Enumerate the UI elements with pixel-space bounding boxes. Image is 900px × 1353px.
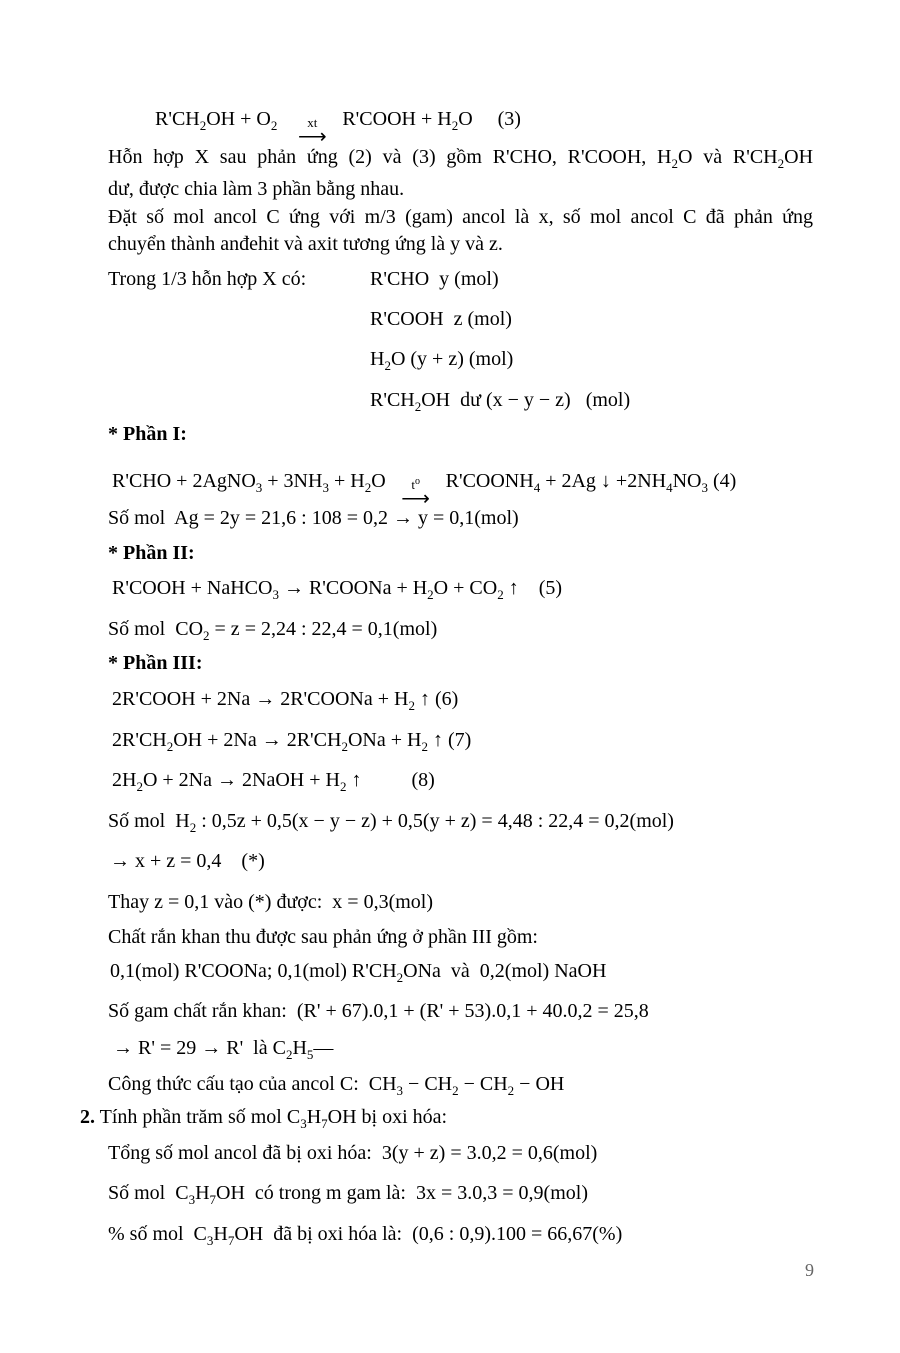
reaction-condition: $t^o$ xyxy=(411,476,420,492)
paragraph-line: Chất rắn khan thu được sau phản ứng ở phần III gồm: xyxy=(108,926,538,948)
paragraph-line: dư, được chia làm 3 phần bằng nhau. xyxy=(108,178,405,200)
reaction-arrow xyxy=(386,476,446,510)
calculation-line: Thay z = 0,1 vào (*) được: x = 0,3(mol) xyxy=(108,891,434,913)
equation-6: 2R'COOH + 2Na → 2R'COONa + $H_2$ ↑ (6) xyxy=(112,688,459,713)
section-heading-part-1: * Phần I: xyxy=(108,423,187,445)
calculation-line: Số mol Ag = 2y = 21,6 : 108 = 0,2 → y = 0,1(mol) xyxy=(108,507,519,529)
section-heading-part-3: * Phần III: xyxy=(108,652,203,674)
arrow-icon: ⟶ xyxy=(401,488,430,510)
paragraph-line: Đặt số mol ancol C ứng với m/3 (gam) ancol là x, số mol ancol C đã phản ứng xyxy=(108,206,813,228)
paragraph-line: Hỗn hợp X sau phản ứng (2) và (3) gồm R'CHO, R'COOH, $H_2O$ và $R'CH_2OH$ xyxy=(108,146,814,171)
equation-4: R'CHO + 2AgNO$_3$ + $3NH_3 + H_2O$ $t^o$ ⟶ $R'COONH_4 + 2Ag$ ↓ $+2NH_4NO_3$ (4) xyxy=(112,470,737,510)
mixture-item: R'CHO y (mol) xyxy=(370,268,499,290)
calculation-line: Tổng số mol ancol đã bị oxi hóa: 3(y + z) = 3.0,2 = 0,6(mol) xyxy=(108,1142,598,1164)
arrow-icon: ⟶ xyxy=(298,126,327,148)
calculation-line: Số mol $H_2$ : 0,5z + 0,5(x − y − z) + 0,5(y + z) = 4,48 : 22,4 = 0,2(mol) xyxy=(108,810,674,835)
calculation-line: % số mol $C_3H_7OH$ đã bị oxi hóa là: (0,6 : 0,9).100 = 66,67(%) xyxy=(108,1223,623,1248)
calculation-line: Số gam chất rắn khan: (R' + 67).0,1 + (R' + 53).0,1 + 40.0,2 = 25,8 xyxy=(108,1000,649,1022)
structural-formula-line: Công thức cấu tạo của ancol C: $CH_3 - CH_2 - CH_2$ − OH xyxy=(108,1073,565,1098)
mixture-item: $H_2O$ (y + z) (mol) xyxy=(370,348,514,373)
question-text: Tính phần trăm số mol $C_3H_7OH$ bị oxi hóa: xyxy=(95,1106,448,1131)
calculation-line: 0,1(mol) R'COONa; 0,1(mol) $R'CH_2ONa$ và 0,2(mol) NaOH xyxy=(110,960,607,985)
mixture-item: R'COOH z (mol) xyxy=(370,308,512,330)
calculation-line: → R' = 29 → R' là $C_2H_5—$ xyxy=(108,1037,334,1062)
calculation-line: → x + z = 0,4 (*) xyxy=(110,850,265,872)
section-heading-part-2: * Phần II: xyxy=(108,542,195,564)
paragraph-line: chuyển thành anđehit và axit tương ứng là y và z. xyxy=(108,233,503,255)
calculation-line: Số mol $C_3H_7OH$ có trong m gam là: 3x = 3.0,3 = 0,9(mol) xyxy=(108,1182,588,1207)
calculation-line: Số mol $CO_2 = z = 2,24$ : 22,4 = 0,1(mol) xyxy=(108,618,438,643)
question-2-heading xyxy=(80,1105,447,1129)
reaction-condition: xt xyxy=(307,115,318,130)
question-number: 2. xyxy=(80,1106,95,1128)
equation-5: R'COOH + NaHCO$_3$ → R'COONa + $H_2O + CO_2$ ↑ (5) xyxy=(112,577,563,602)
page-number: 9 xyxy=(805,1260,814,1280)
equation-7: $2R'CH_2OH + 2Na \to 2R'CH_2ONa + H_2$ ↑ (7) xyxy=(112,729,472,754)
equation-8: $2H_2O + 2Na$ → 2NaOH + $H_2$ ↑ (8) xyxy=(112,769,435,794)
equation-3: $R'CH_2OH + O_2$ xt ⟶ R'COOH + $H_2O$ (3) xyxy=(155,108,521,148)
reaction-arrow xyxy=(282,115,342,148)
mixture-item: $R'CH_2OH$ dư (x − y − z) (mol) xyxy=(370,389,631,414)
mixture-label: Trong 1/3 hỗn hợp X có: xyxy=(108,268,307,290)
